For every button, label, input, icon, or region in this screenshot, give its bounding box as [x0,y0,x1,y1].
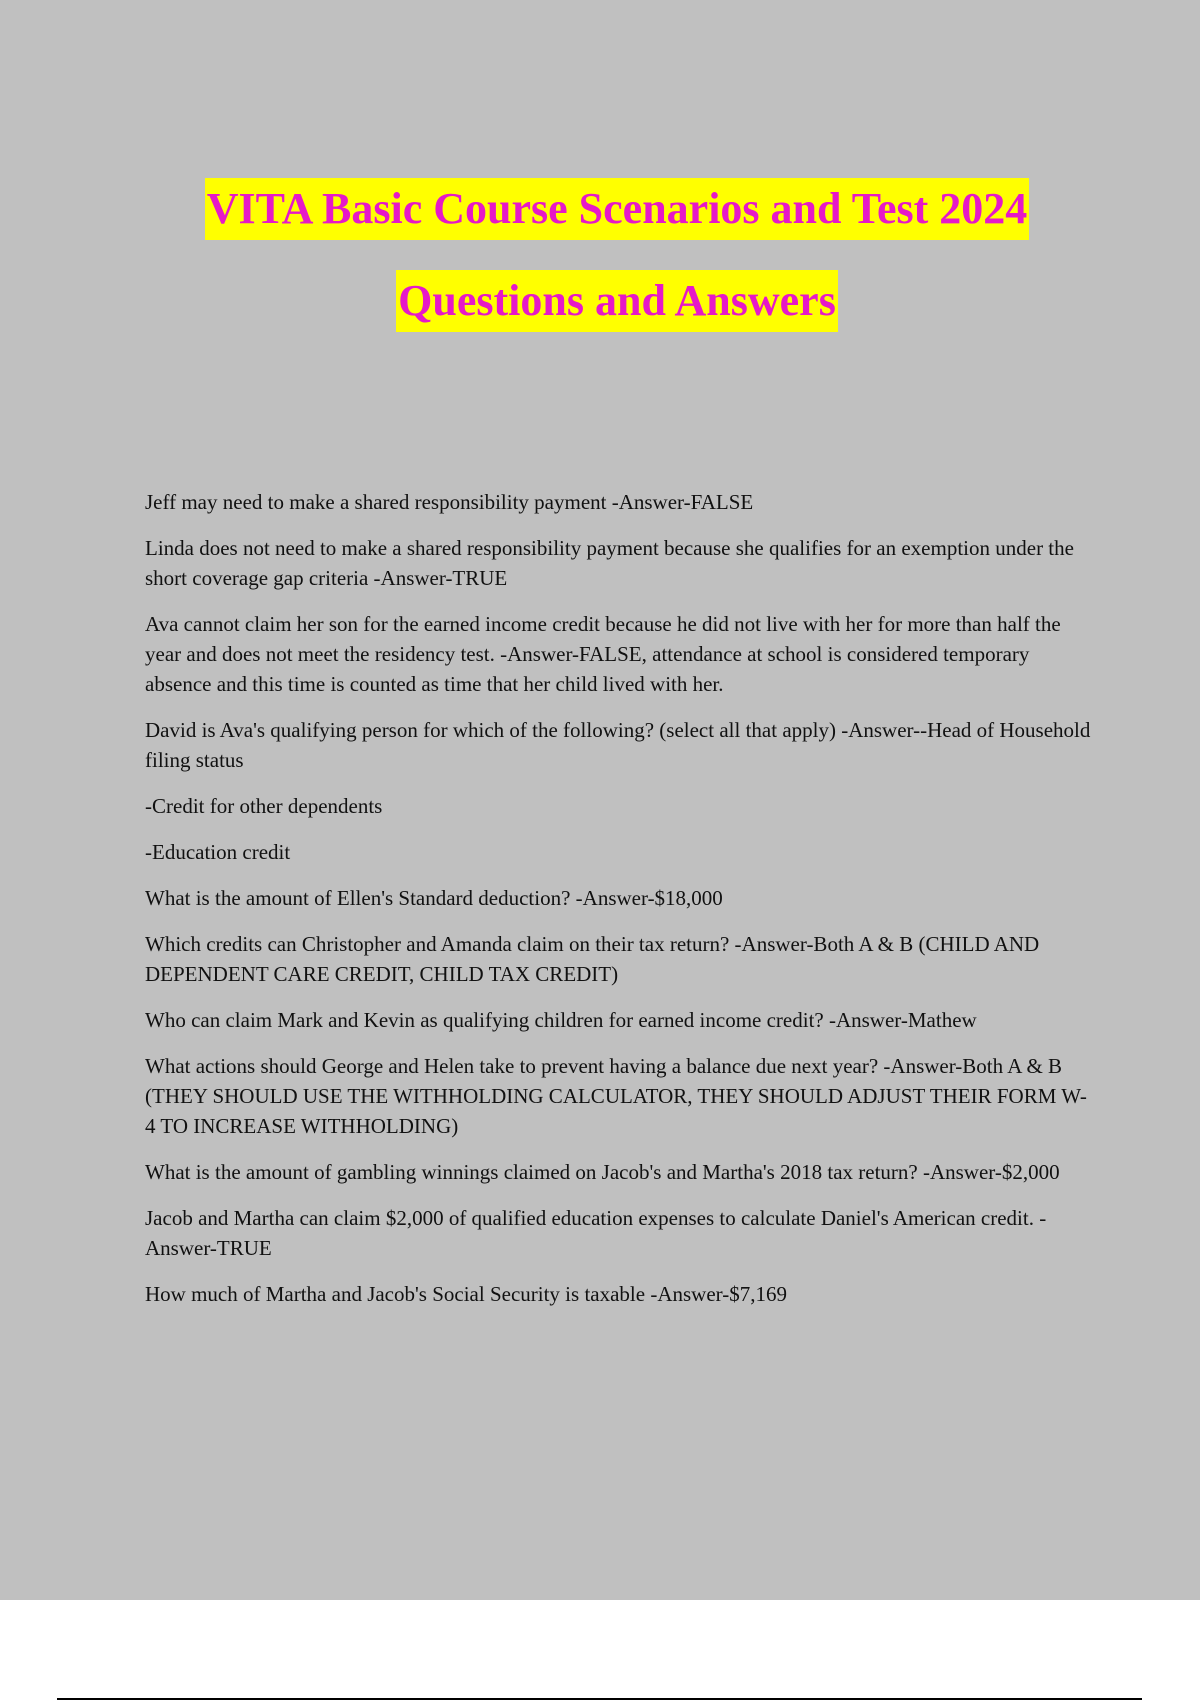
title-line-2 [0,255,1200,347]
qa-item: Which credits can Christopher and Amanda claim on their tax return? -Answer-Both A & B (CHILD AND DEPENDENT CARE CREDIT, CHILD TAX CREDIT) [145,932,1040,986]
qa-item: What is the amount of Ellen's Standard deduction? -Answer-$18,000 [145,886,723,910]
title-line-2-text: Questions and Answers [396,270,838,332]
qa-item: What actions should George and Helen take to prevent having a balance due next year? -Answer-Both A & B (THEY SHOULD USE THE WITHHOLDING CALCULATOR, THEY SHOULD ADJUST THEIR FORM W-4 TO INCREASE WITHHOLDING) [145,1054,1087,1138]
qa-item: Jeff may need to make a shared responsibility payment -Answer-FALSE [145,490,754,514]
qa-list [145,487,1095,1325]
qa-item: What is the amount of gambling winnings claimed on Jacob's and Martha's 2018 tax return? -Answer-$2,000 [145,1160,1060,1184]
qa-item: Linda does not need to make a shared responsibility payment because she qualifies for an exemption under the short coverage gap criteria -Answer-TRUE [145,536,1074,590]
qa-item: David is Ava's qualifying person for which of the following? (select all that apply) -Answer--Head of Household filing status [145,718,1091,772]
qa-item: How much of Martha and Jacob's Social Security is taxable -Answer-$7,169 [145,1282,787,1306]
qa-item: -Education credit [145,840,291,864]
qa-item: Jacob and Martha can claim $2,000 of qualified education expenses to calculate Daniel's American credit. -Answer-TRUE [145,1206,1047,1260]
title-line-1 [0,163,1200,255]
qa-item: Ava cannot claim her son for the earned income credit because he did not live with her for more than half the year and does not meet the residency test. -Answer-FALSE, attendance at school is considered temporary absence and this time is counted as time that her child lived with her. [145,612,1061,696]
qa-item: -Credit for other dependents [145,794,383,818]
qa-item: Who can claim Mark and Kevin as qualifying children for earned income credit? -Answer-Mathew [145,1008,977,1032]
page-title [0,163,1200,347]
title-line-1-text: VITA Basic Course Scenarios and Test 2024 [205,178,1030,240]
